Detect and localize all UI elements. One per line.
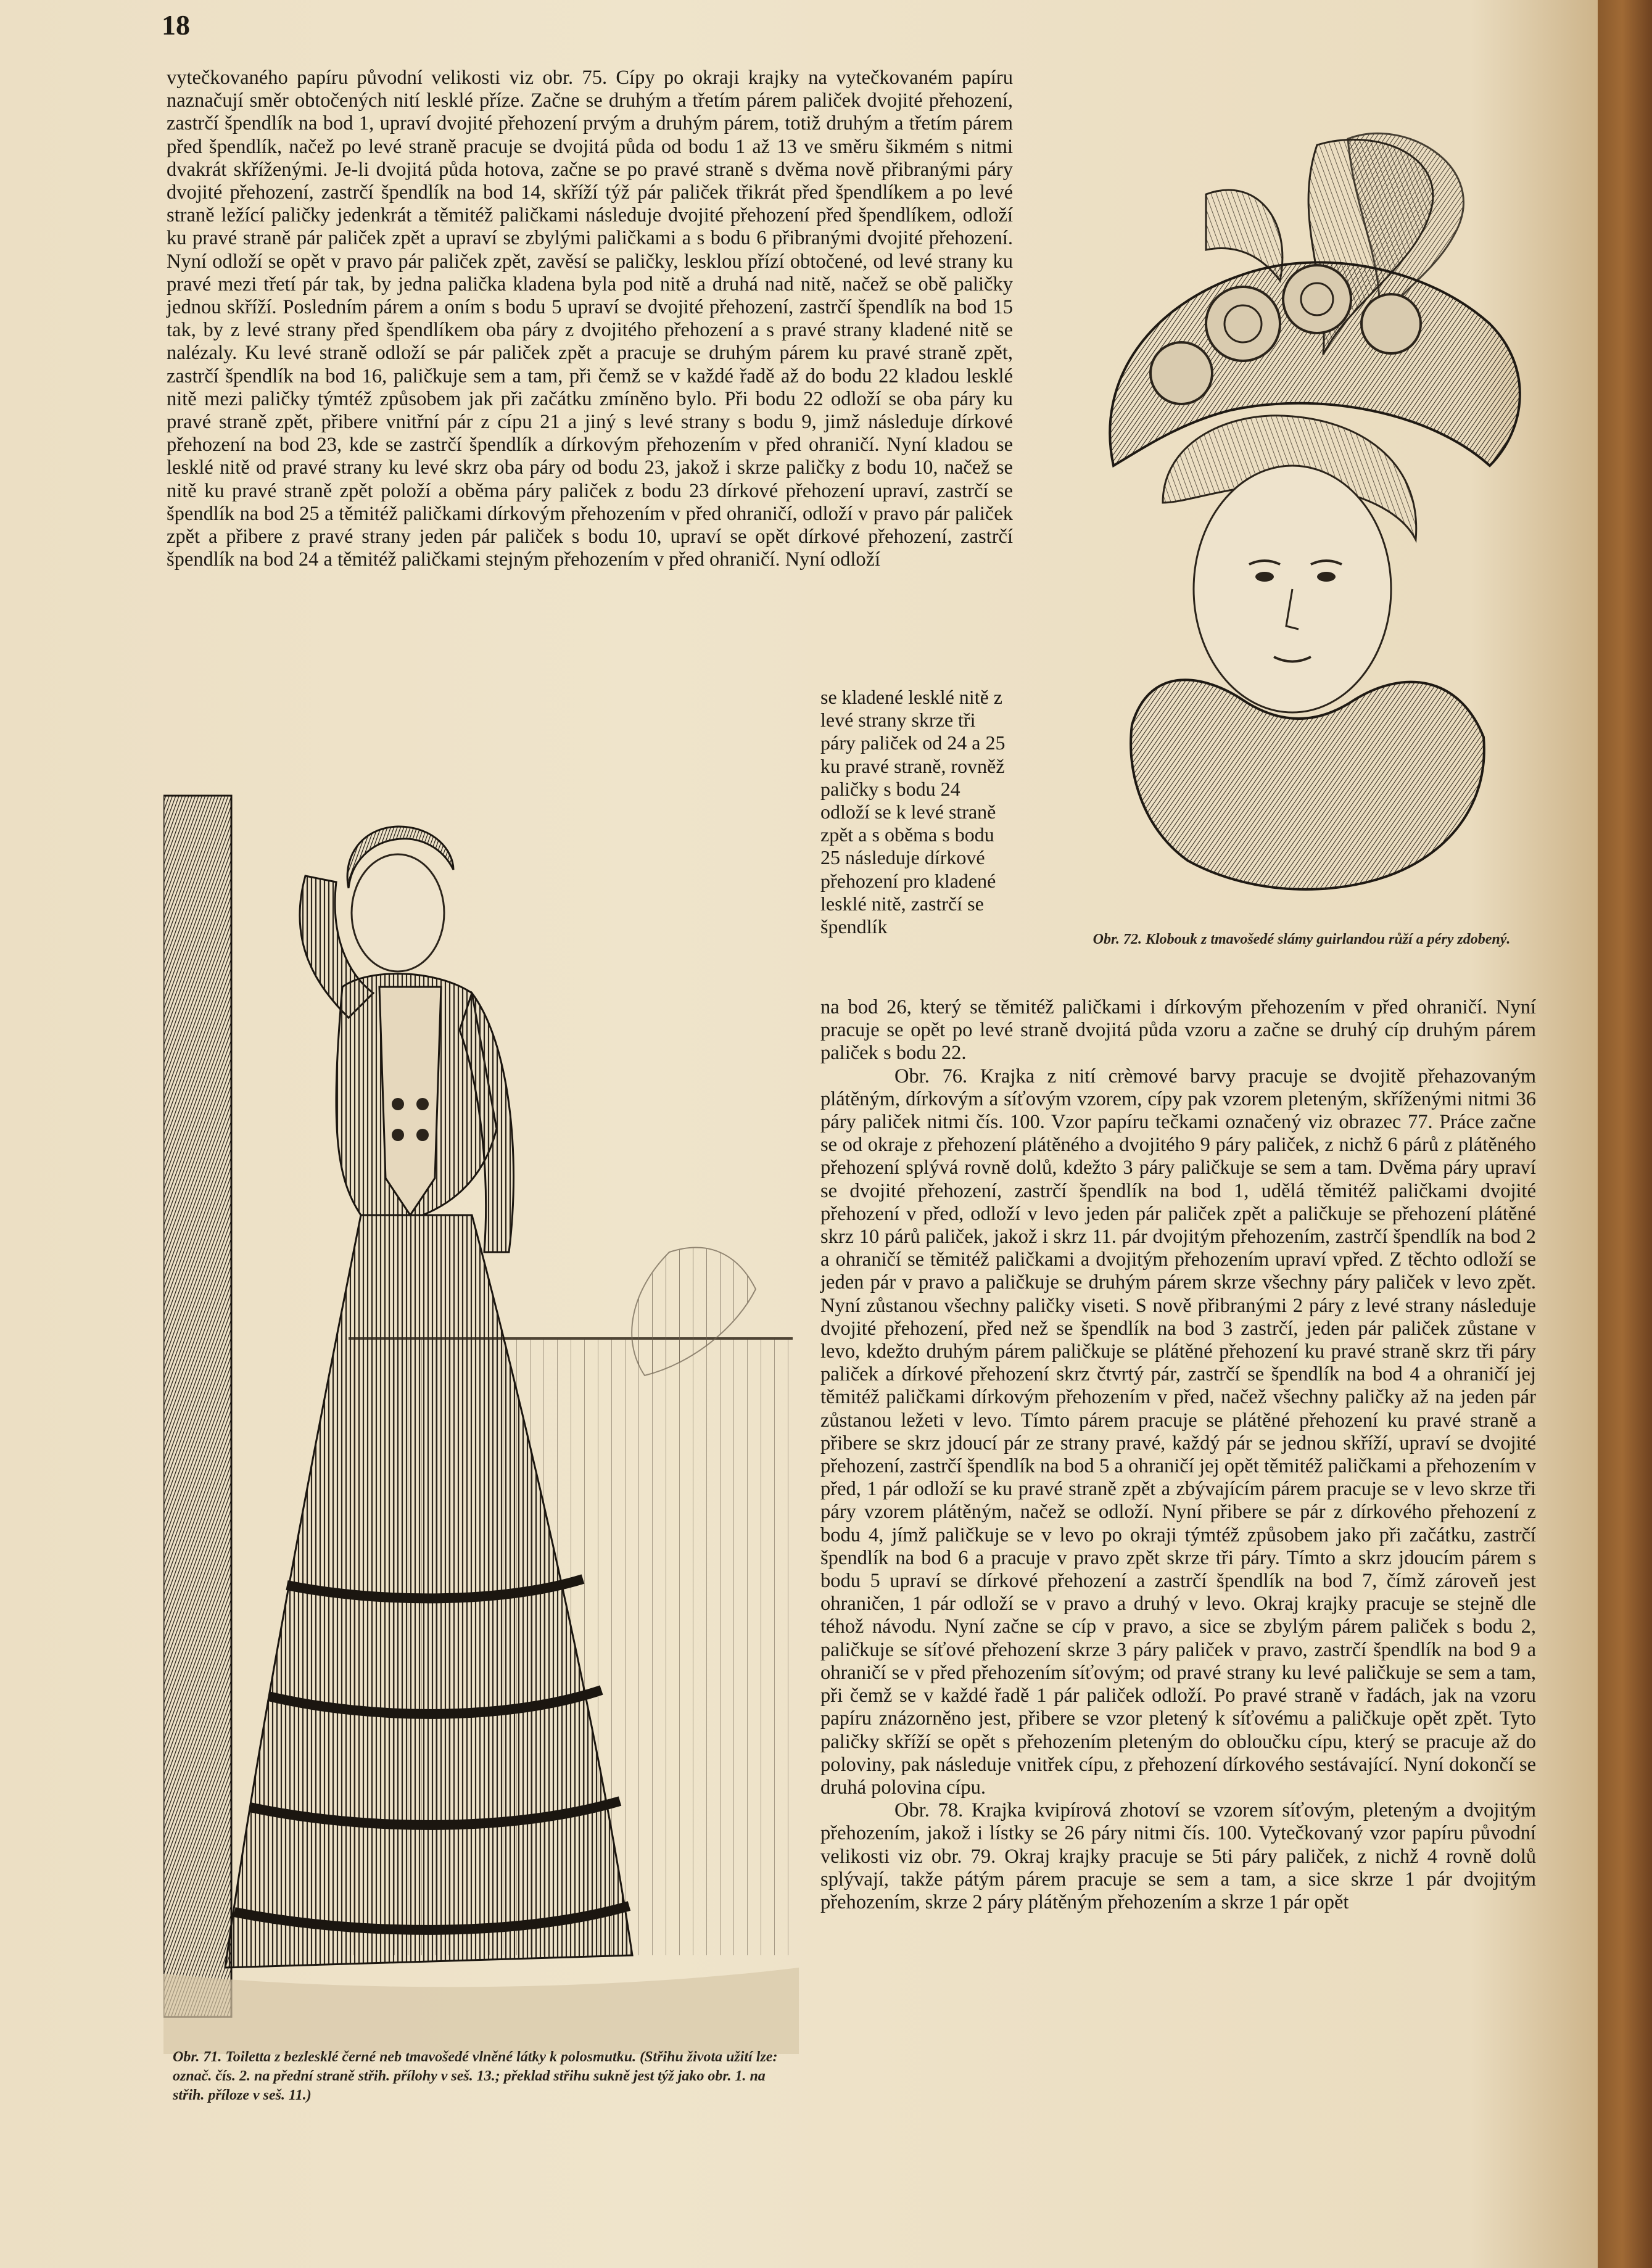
dress-engraving-image — [163, 783, 799, 2054]
book-spine — [1598, 0, 1652, 2268]
figure-caption: Obr. 71. Toiletta z bezlesklé černé neb tmavošedé vlněné látky k polosmutku. (Střihu života užití lze: označ. čís. 2. na přední straně střih. přílohy v seš. 13.; překlad střihu sukně jest týž jako obr. 1. na střih. příloze v seš. 11.) — [173, 2049, 778, 2103]
paragraph: se kladené lesklé nitě z levé strany skrze tři páry paliček od 24 a 25 ku pravé straně, rovněž paličky s bodu 24 odloží se k levé straně zpět a s oběma s bodu 25 následuje dírkové přehození pro kladené lesklé nitě, zastrčí se špendlík — [820, 686, 1006, 938]
figure-dress-illustration — [163, 783, 799, 2054]
body-text-top — [167, 67, 1013, 571]
figure-caption: Obr. 72. Klobouk z tmavošedé slámy guirlandou růží a péry zdobený. — [1092, 931, 1511, 947]
paragraph: vytečkovaného papíru původní velikosti viz obr. 75. Cípy po okraji krajky na vytečkovaném papíru naznačují směr obtočených nití lesklé příze. Začne se druhým a třetím párem paliček dvojité přehození, zastrčí špendlík na bod 1, upraví dvojité přehození prvým a druhým párem, totiž druhým a třetím párem před špendlík, načež po levé straně pracuje se dvojitá půda od bodu 1 až 13 ve směru šikmém s nitmi dvakrát skříženými. Je-li dvojitá půda hotova, začne se po pravé straně s dvěma nově přibranými páry dvojité přehození, zastrčí špendlík na bod 14, skříží týž pár paliček třikrát před špendlíkem a po levé straně ležící paličky jedenkrát a těmitéž paličkami následuje dvojité přehození před špendlíkem, odloží ku pravé straně pár paliček zpět a upraví se zbylými paličkami a s bodu 6 přibranými dvojité přehození. Nyní odloží se opět v pravo pár paliček zpět, zavěsí se paličky, lesklou přízí obtočené, od levé strany ku pravé mezi třetí pár tak, by jedna palička kladena byla pod nitě a druhá nad nitě, načež se obě paličky jednou skříží. Posledním párem a oním s bodu 5 upraví se dvojité přehození, zastrčí špendlík na bod 15 tak, by z levé strany před špendlíkem oba páry z dvojitého přehození a s pravé strany kladené nitě se nalézaly. Ku levé straně odloží se pár paliček zpět a pracuje se druhým párem ku pravé straně zpět, zastrčí špendlík na bod 16, paličkuje sem a tam, při čemž se v každé řadě až do bodu 22 kladou lesklé nitě mezi paličky týmtéž způsobem jak při začátku zmíněno bylo. Při bodu 22 odloží se oba páry ku pravé straně zpět, přibere vnitřní pár z cípu 21 a jiný s levé strany s bodu 9, jimž následuje dírkové přehození na bod 23, kde se zastrčí špendlík a dírkovým přehozením v před ohraničí. Nyní kladou se lesklé nitě od pravé strany ku levé skrz oba páry od bodu 23, jakož i skrze paličky z bodu 10, načež se nitě ku pravé straně zpět položí a oběma páry paliček z bodu 23 dírkové přehození upraví, zastrčí se špendlík na bod 25 a těmitéž paličkami dírkovým přehozením v před ohraničí, odloží v pravo pár paliček zpět a přibere z pravé strany jeden pár paliček s bodu 10, upraví se opět dírkové přehození, zastrčí špendlík na bod 24 a těmitéž paličkami stejným přehozením v před ohraničí. Nyní odloží — [167, 67, 1013, 571]
paragraph: Obr. 76. Krajka z nití crèmové barvy pracuje se dvojitě přehazovaným plátěným, dírkovým a síťovým vzorem, cípy pak vzorem pleteným, skříženými nitmi 36 páry paliček nitmi čís. 100. Vzor papíru tečkami označený viz obrazec 77. Práce začne se od okraje z přehození plátěného a dvojitého 9 páry paliček, z nichž 6 párů z plátěného přehození splývá rovně dolů, kdežto 3 páry paličkuje se sem a tam. Dvěma páry upraví se dvojité přehození, zastrčí špendlík na bod 1, udělá těmitéž paličkami dvojité přehození v před, odloží v levo jeden pár paliček zpět a paličkuje se přehození plátěné skrz 10 párů paliček, jakož i skrz 11. pár dvojitým přehozením, zastrčí špendlík na bod 2 a ohraničí se těmitéž paličkami a dvojitým přehozením upraví vpřed. Z těchto odloží se jeden pár v pravo a paličkuje se druhým párem skrze všechny páry paliček v levo zpět. Nyní zůstanou všechny paličky viseti. S nově přibranými 2 páry z levé strany následuje dvojité přehození, před než se špendlík na bod 3 zastrčí, jeden pár paliček zůstane v levo, kdežto druhým párem paličkuje se plátěné přehození ku pravé straně skrz tři páry paliček a dírkové přehození skrz čtvrtý pár, zastrčí se špendlík na bod 4 a ohraničí jej těmitéž paličkami dírkovým přehozením v před, načež všechny paličky až na jeden pár zůstanou ležeti v levo. Tímto párem pracuje se plátěné přehození ku pravé straně a přibere se skrz jdoucí pár ze strany pravé, každý pár se jednou skříží, upraví se dvojité přehození, zastrčí špendlík na bod 5 a ohraničí jej opět těmitéž paličkami a přehozením v před, 1 pár odloží se ku pravé straně zpět a zbývajícím párem pracuje se v levo skrze tři páry vzorem plátěným, načež se odloží. Nyní přibere se pár z dírkového přehození z bodu 4, jímž paličkuje se v levo po okraji týmtéž způsobem jako při začátku, zastrčí špendlík na bod 6 a pracuje v pravo zpět skrze tři páry. Tímto a skrz jdoucím párem s bodu 5 upraví se dírkové přehození a zastrčí špendlík na bod 7, čímž zároveň jest ohraničen, 1 pár odloží se v pravo a druhý v levo. Okraj krajky pracuje se stejně dle téhož návodu. Nyní začne se cíp v pravo, a sice se zbylým párem paliček s bodu 2, paličkuje se síťové přehození skrze 3 páry paliček v pravo, zastrčí špendlík na bod 9 a ohraničí se v před přehozením síťovým; od pravé strany ku levé paličkuje se sem a tam, při čemž se v každé řadě 1 pár paliček odloží. Po pravé straně v řadách, jak na vzoru papíru znázorněno jest, přibere se vzor pletený k síťovému a paličkuje opět zpět. Tyto paličky skříží se opět s přehozením pleteným do obloučku cípu, který se pracuje až do poloviny, pak následuje vnitřek cípu, z přehození dírkového sestávající. Nyní dokončí se druhá polovina cípu. — [820, 1065, 1536, 1799]
hat-engraving-image — [1058, 120, 1545, 928]
paragraph: na bod 26, který se těmitéž paličkami i dírkovým přehozením v před ohraničí. Nyní pracuje se opět po levé straně dvojitá půda vzoru a začne se druhý cíp druhým párem paliček s bodu 22. — [820, 996, 1536, 1065]
body-text-narrow-column — [820, 686, 1013, 938]
page-number: 18 — [162, 9, 190, 41]
paragraph: Obr. 78. Krajka kvipírová zhotoví se vzorem síťovým, pleteným a dvojitým přehozením, jakož i lístky se 26 páry nitmi čís. 100. Vytečkovaný vzor papíru původní velikosti viz obr. 79. Okraj krajky pracuje se 5ti páry paliček, z nichž 4 rovně dolů splývají, takže pátým párem pracuje se sem a tam, a sice skrze 1 pár dvojitým přehozením, skrze 2 páry plátěným přehozením a skrze 1 pár opět — [820, 1799, 1536, 1913]
figure-hat-illustration — [1058, 120, 1545, 928]
body-text-right-column — [820, 996, 1536, 1914]
